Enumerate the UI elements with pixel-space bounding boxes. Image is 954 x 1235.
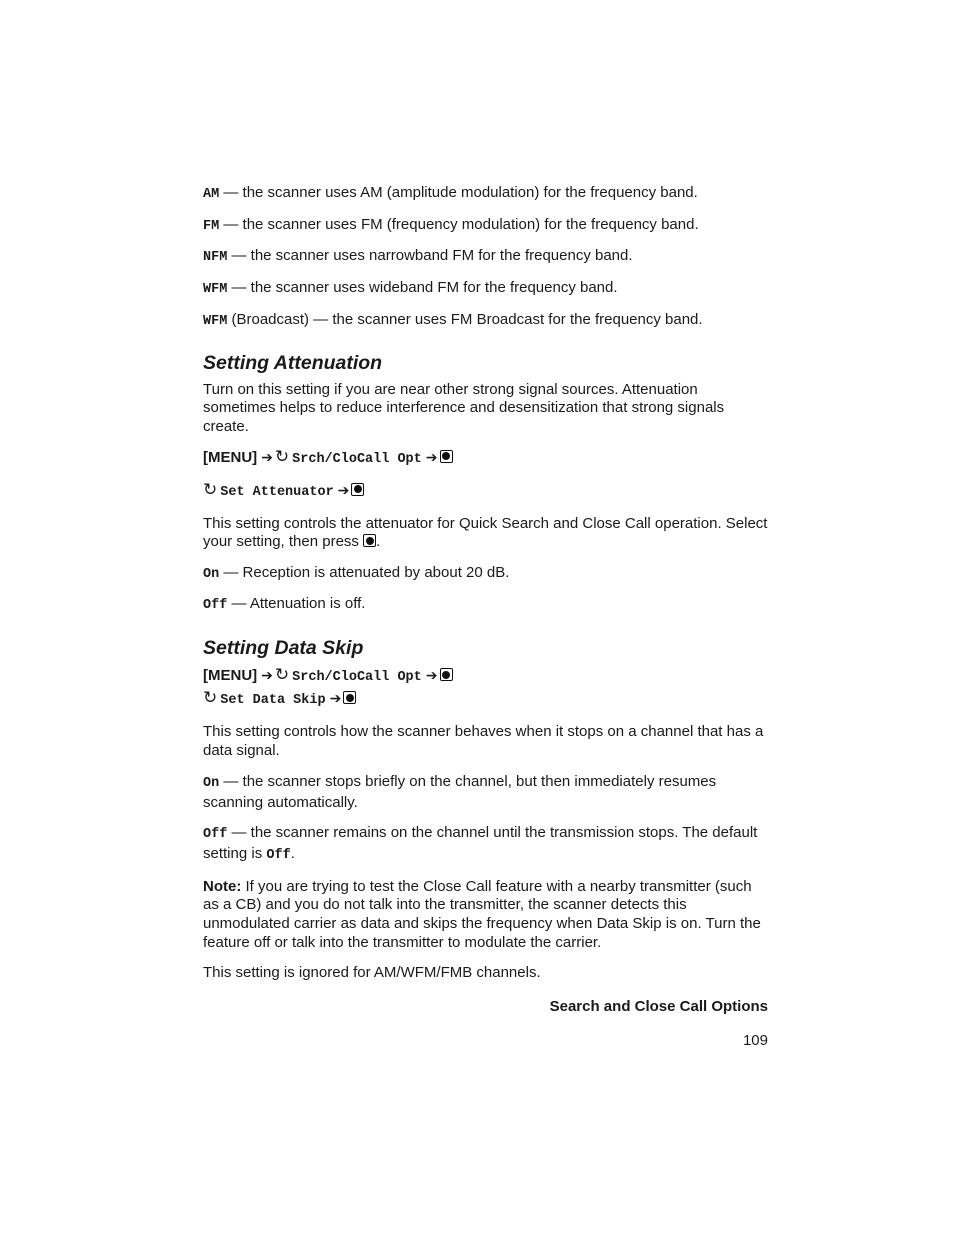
attenuation-heading: Setting Attenuation bbox=[203, 351, 383, 374]
option-end: . bbox=[290, 844, 295, 862]
mode-code: WFM bbox=[203, 313, 228, 329]
attenuation-off-option bbox=[203, 595, 769, 616]
function-button-icon bbox=[440, 450, 453, 463]
data-skip-off-option bbox=[203, 824, 769, 865]
option-text: — the scanner remains on the channel until the transmission stops. The default setting is bbox=[203, 824, 758, 862]
attenuation-menu-path-1 bbox=[203, 447, 769, 470]
data-skip-on-option bbox=[203, 773, 769, 812]
desc-text: This setting controls the attenuator for Quick Search and Close Call operation. Select your setting, then press bbox=[203, 514, 768, 551]
mode-code: WFM bbox=[203, 282, 228, 298]
mode-text: — the scanner uses wideband FM for the frequency band. bbox=[227, 279, 618, 297]
menu-item: Set Attenuator bbox=[220, 484, 334, 500]
data-skip-ignored: This setting is ignored for AM/WFM/FMB channels. bbox=[203, 964, 541, 982]
scroll-dial-icon: ↻ bbox=[203, 688, 218, 708]
right-arrow-icon: ➔ bbox=[425, 448, 438, 465]
attenuation-on-option bbox=[203, 564, 769, 585]
mode-code: NFM bbox=[203, 250, 228, 266]
mode-text: (Broadcast) — the scanner uses FM Broadcast for the frequency band. bbox=[227, 310, 703, 328]
attenuation-intro: Turn on this setting if you are near other strong signal sources. Attenuation sometimes helps to reduce interference and desensitization that strong signals create. bbox=[203, 380, 725, 435]
mode-code: FM bbox=[203, 218, 220, 234]
option-text: — the scanner stops briefly on the channel, but then immediately resumes scanning automatically. bbox=[203, 772, 717, 811]
page-number: 109 bbox=[742, 1032, 768, 1049]
attenuation-description bbox=[203, 515, 769, 552]
option-code: On bbox=[203, 775, 220, 791]
menu-key: [MENU] bbox=[203, 667, 258, 685]
right-arrow-icon: ➔ bbox=[261, 667, 273, 684]
right-arrow-icon: ➔ bbox=[337, 481, 350, 498]
mode-fm bbox=[203, 216, 769, 237]
option-code: Off bbox=[203, 827, 228, 843]
menu-item: Set Data Skip bbox=[220, 693, 326, 709]
footer-section-title: Search and Close Call Options bbox=[549, 998, 768, 1015]
data-skip-menu-path-2 bbox=[203, 688, 769, 711]
mode-wfm bbox=[203, 279, 769, 300]
desc-end: . bbox=[376, 533, 381, 551]
scroll-dial-icon: ↻ bbox=[274, 446, 290, 466]
data-skip-description: This setting controls how the scanner behaves when it stops on a channel that has a data signal. bbox=[203, 723, 764, 760]
data-skip-menu-path-1 bbox=[203, 665, 769, 688]
function-button-icon bbox=[343, 691, 356, 704]
right-arrow-icon: ➔ bbox=[425, 667, 438, 684]
mode-text: — the scanner uses narrowband FM for the frequency band. bbox=[227, 247, 633, 265]
data-skip-note bbox=[203, 878, 769, 953]
attenuation-menu-path-2 bbox=[203, 480, 769, 503]
mode-nfm bbox=[203, 247, 769, 268]
right-arrow-icon: ➔ bbox=[261, 448, 273, 465]
function-button-icon bbox=[363, 534, 376, 547]
default-value: Off bbox=[266, 847, 291, 863]
menu-key: [MENU] bbox=[203, 448, 258, 466]
mode-am bbox=[203, 184, 769, 205]
option-code: Off bbox=[203, 597, 228, 613]
mode-code: AM bbox=[203, 187, 220, 202]
data-skip-heading: Setting Data Skip bbox=[203, 637, 364, 660]
scroll-dial-icon: ↻ bbox=[203, 479, 218, 499]
mode-text: — the scanner uses FM (frequency modulation) for the frequency band. bbox=[219, 215, 699, 233]
note-label: Note: bbox=[203, 877, 242, 895]
scroll-dial-icon: ↻ bbox=[274, 665, 290, 685]
function-button-icon bbox=[440, 668, 453, 681]
function-button-icon bbox=[351, 483, 364, 496]
mode-wfm-broadcast bbox=[203, 311, 769, 332]
menu-item: Srch/CloCall Opt bbox=[292, 451, 422, 467]
note-text: If you are trying to test the Close Call feature with a nearby transmitter (such as a CB) and you do not talk into the transmitter, the scanner detects this unmodulated carrier as data and skips the frequency when Data Skip is on. Turn the feature off or talk into the transmitter to modulate the carrier. bbox=[203, 877, 761, 951]
option-text: — Attenuation is off. bbox=[227, 594, 366, 612]
right-arrow-icon: ➔ bbox=[329, 690, 342, 707]
page-body bbox=[203, 184, 769, 983]
option-text: — Reception is attenuated by about 20 dB. bbox=[219, 564, 510, 582]
menu-item: Srch/CloCall Opt bbox=[292, 670, 422, 686]
mode-text: — the scanner uses AM (amplitude modulation) for the frequency band. bbox=[219, 184, 698, 201]
option-code: On bbox=[203, 567, 220, 583]
